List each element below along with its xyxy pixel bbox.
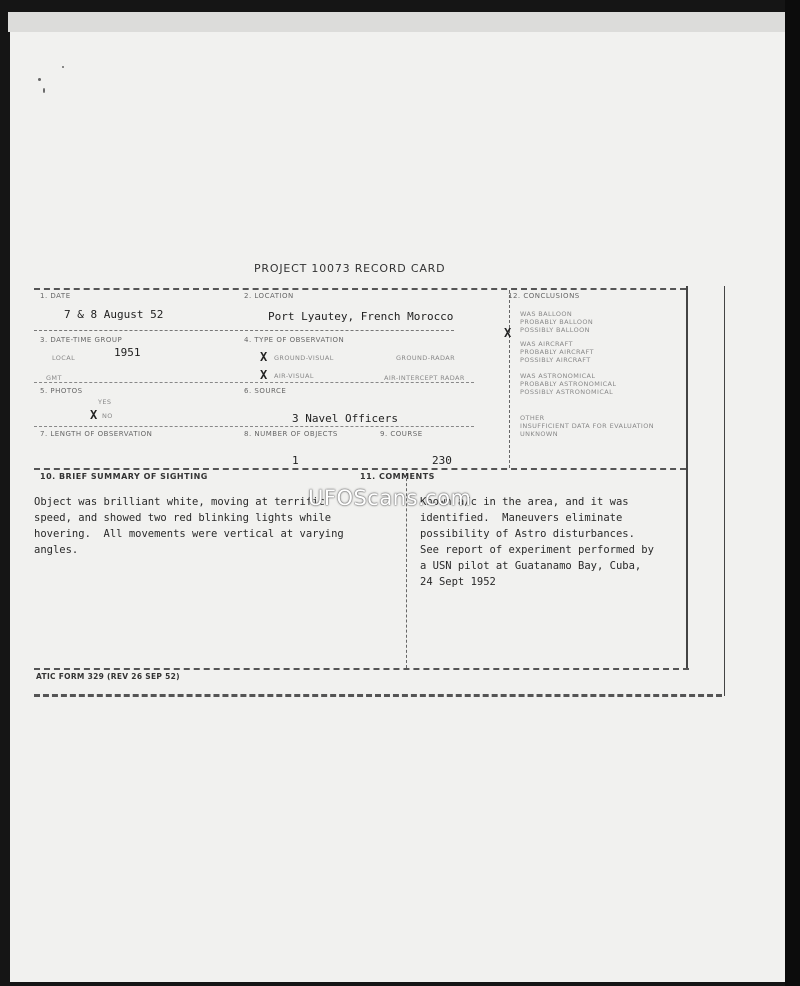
gmt-label: GMT <box>46 374 62 382</box>
local-label: LOCAL <box>52 354 76 362</box>
conclusion-option: OTHER <box>520 414 545 422</box>
conclusion-option: WAS BALLOON <box>520 310 573 318</box>
course-value: 230 <box>432 454 452 467</box>
row-divider <box>34 468 686 470</box>
air-visual-label: AIR-VISUAL <box>274 372 314 380</box>
photos-no-label: NO <box>102 412 113 420</box>
comments-line: Known a/c in the area, and it was <box>420 496 629 508</box>
conclusions-divider <box>509 290 510 468</box>
conclusion-option: POSSIBLY AIRCRAFT <box>520 356 591 364</box>
date-label: 1. DATE <box>40 292 71 300</box>
conclusion-option: UNKNOWN <box>520 430 558 438</box>
date-time-group-label: 3. DATE-TIME GROUP <box>40 336 123 344</box>
scan-shadow <box>785 0 800 986</box>
comments-line: identified. Maneuvers eliminate <box>420 512 623 524</box>
photos-yes-label: YES <box>98 398 112 406</box>
ground-visual-check: X <box>260 350 268 364</box>
comments-label: 11. COMMENTS <box>360 472 435 481</box>
watermark: UFOScans.com <box>308 486 472 510</box>
conclusion-check: X <box>504 326 512 340</box>
scan-speck <box>43 88 45 93</box>
summary-line: Object was brilliant white, moving at terrific <box>34 496 325 508</box>
summary-line: angles. <box>34 544 79 556</box>
number-of-objects-label: 8. NUMBER OF OBJECTS <box>244 430 338 438</box>
conclusion-option: PROBABLY ASTRONOMICAL <box>520 380 617 388</box>
scan-edge-strip <box>8 12 790 32</box>
row-divider <box>34 382 474 383</box>
row-divider <box>34 426 474 427</box>
source-value: 3 Navel Officers <box>292 412 398 425</box>
comments-line: possibility of Astro disturbances. <box>420 528 635 540</box>
date-value: 7 & 8 August 52 <box>64 308 164 321</box>
location-label: 2. LOCATION <box>244 292 294 300</box>
ground-radar-label: GROUND-RADAR <box>396 354 455 362</box>
summary-line: hovering. All movements were vertical at varying <box>34 528 344 540</box>
conclusion-option: POSSIBLY ASTRONOMICAL <box>520 388 614 396</box>
photos-no-check: X <box>90 408 98 422</box>
length-of-observation-label: 7. LENGTH OF OBSERVATION <box>40 430 153 438</box>
type-of-observation-label: 4. TYPE OF OBSERVATION <box>244 336 345 344</box>
number-of-objects-value: 1 <box>292 454 299 467</box>
card-title: PROJECT 10073 RECORD CARD <box>254 262 446 275</box>
conclusion-option: PROBABLY AIRCRAFT <box>520 348 594 356</box>
conclusion-option: INSUFFICIENT DATA FOR EVALUATION <box>520 422 655 430</box>
conclusion-option: WAS AIRCRAFT <box>520 340 573 348</box>
location-value: Port Lyautey, French Morocco <box>268 310 454 323</box>
row-divider <box>34 330 454 331</box>
scan-speck <box>38 78 41 81</box>
scan-speck <box>62 66 64 68</box>
card-right-edge <box>686 286 688 668</box>
comments-line: See report of experiment performed by <box>420 544 654 556</box>
form-id: ATIC FORM 329 (REV 26 SEP 52) <box>36 672 180 681</box>
photos-label: 5. PHOTOS <box>40 387 83 395</box>
conclusion-option: PROBABLY BALLOON <box>520 318 594 326</box>
card-bottom-border <box>34 668 689 670</box>
card-outer-right <box>724 286 725 696</box>
conclusion-option: WAS ASTRONOMICAL <box>520 372 596 380</box>
conclusions-label: 12. CONCLUSIONS <box>508 292 580 300</box>
card-top-border <box>34 288 686 290</box>
conclusion-option: POSSIBLY BALLOON <box>520 326 590 334</box>
summary-line: speed, and showed two red blinking lights while <box>34 512 332 524</box>
source-label: 6. SOURCE <box>244 387 287 395</box>
brief-summary-label: 10. BRIEF SUMMARY OF SIGHTING <box>40 472 208 481</box>
summary-text <box>34 494 344 558</box>
ground-visual-label: GROUND-VISUAL <box>274 354 334 362</box>
card-outer-bottom <box>34 694 722 697</box>
course-label: 9. COURSE <box>380 430 423 438</box>
comments-line: 24 Sept 1952 <box>420 576 496 588</box>
air-visual-check: X <box>260 368 268 382</box>
time-local-value: 1951 <box>114 346 141 359</box>
comments-line: a USN pilot at Guatanamo Bay, Cuba, <box>420 560 642 572</box>
air-intercept-radar-label: AIR-INTERCEPT RADAR <box>384 374 465 382</box>
